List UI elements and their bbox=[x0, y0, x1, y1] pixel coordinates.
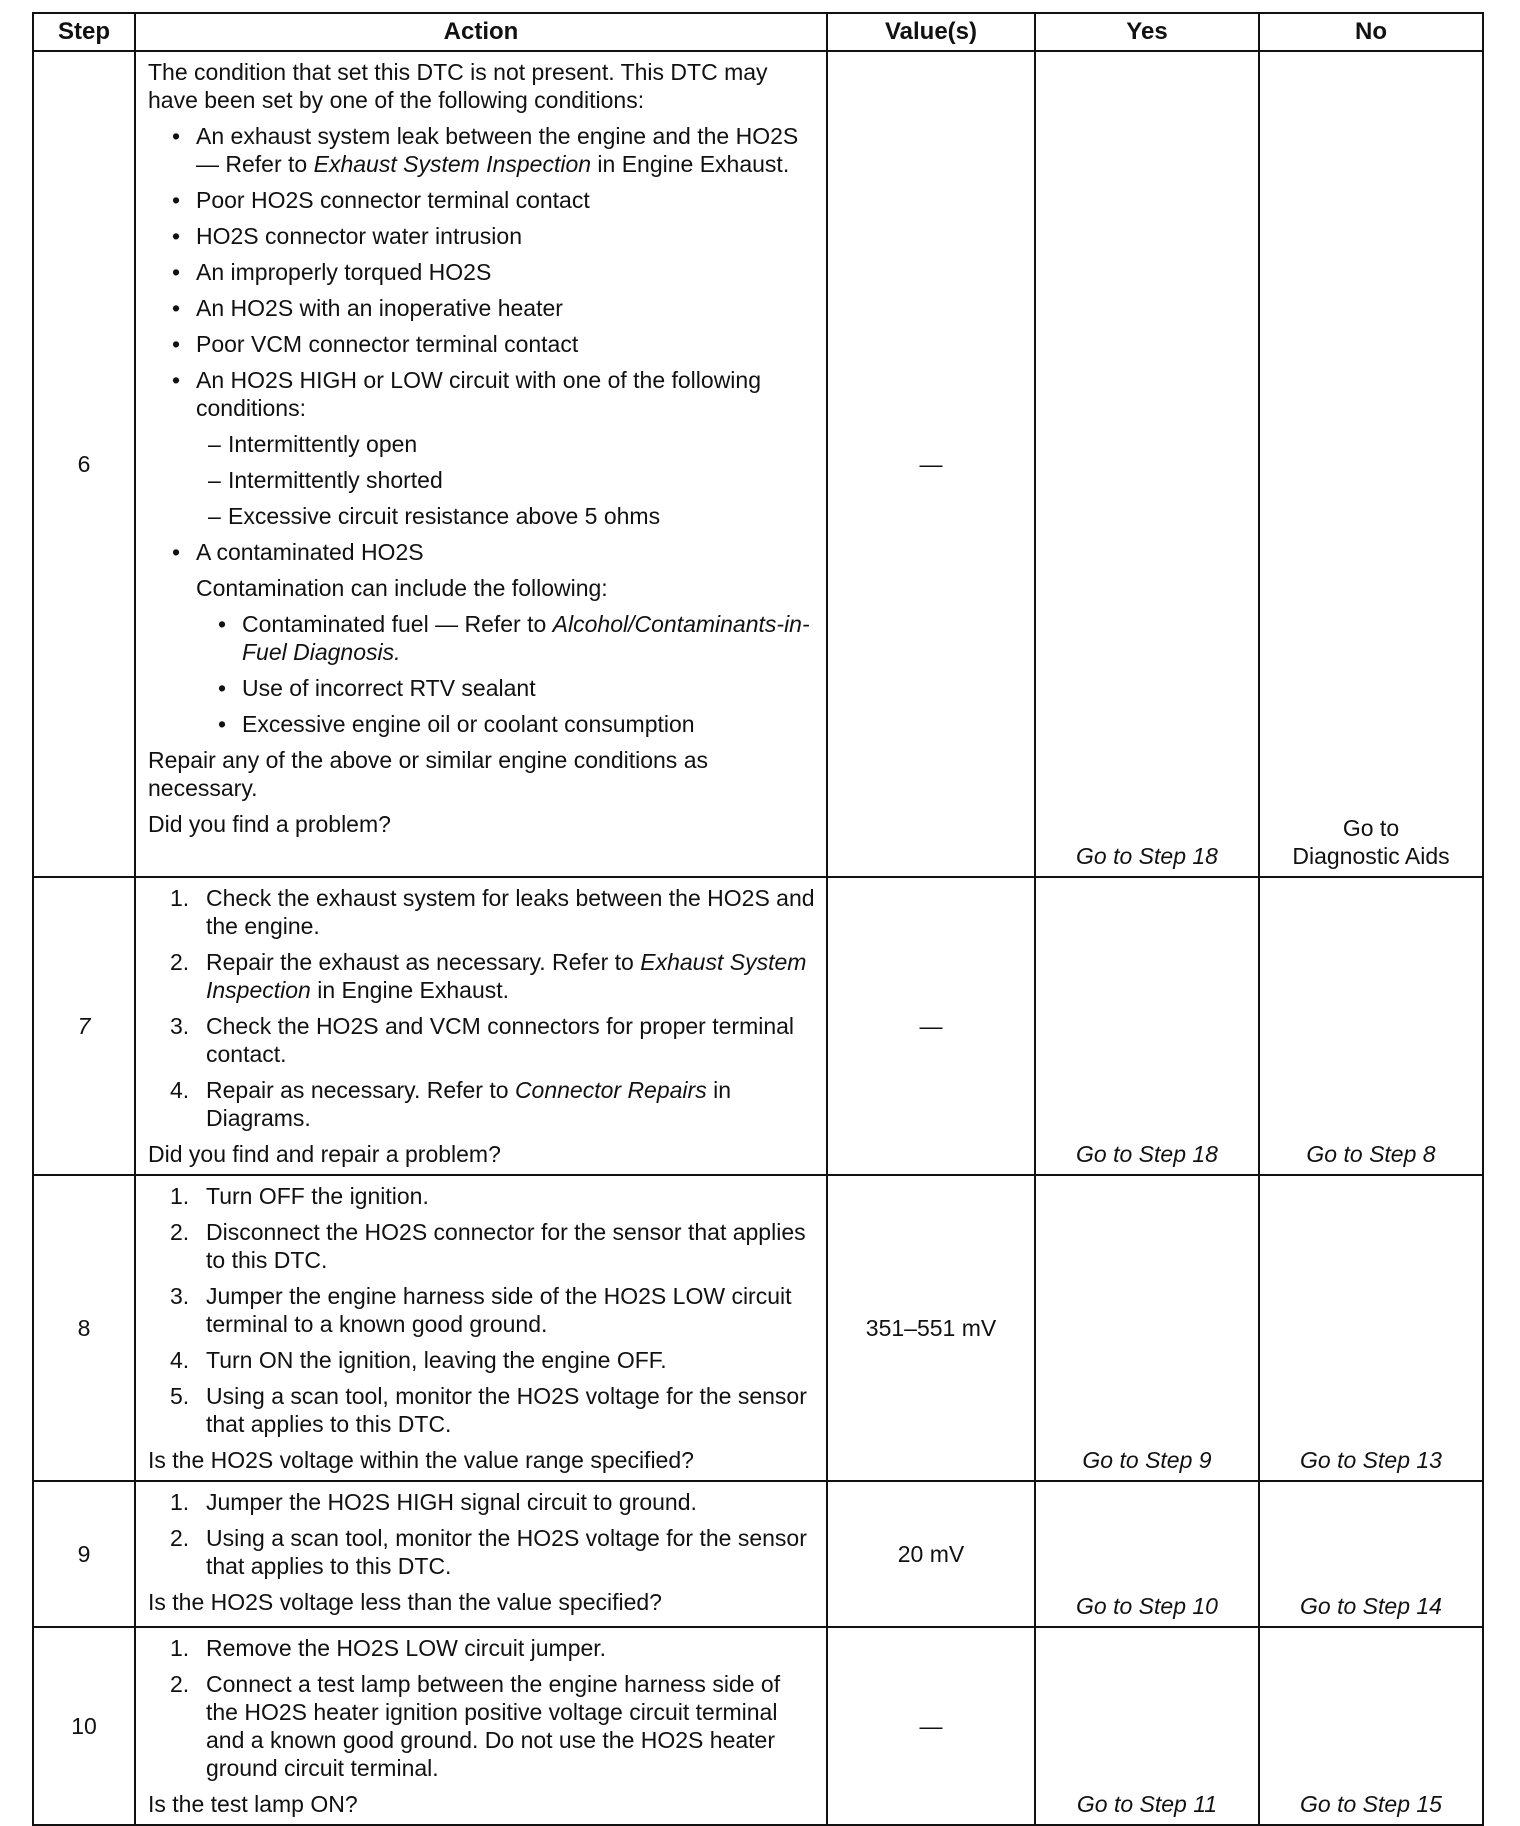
sub-bullet-item: • Contaminated fuel — Refer to Alcohol/Contaminants-in-Fuel Diagnosis. bbox=[196, 610, 816, 666]
value-cell: 20 mV bbox=[827, 1481, 1035, 1627]
bullet-item bbox=[148, 366, 816, 530]
sub-bullet-item: • Excessive engine oil or coolant consumption bbox=[196, 710, 816, 738]
no-cell: Go to Step 13 bbox=[1259, 1175, 1483, 1481]
table-row-step-8 bbox=[33, 1175, 1483, 1481]
step-number: 8 bbox=[33, 1175, 135, 1481]
numbered-step: 2. Disconnect the HO2S connector for the sensor that applies to this DTC. bbox=[170, 1219, 806, 1273]
contamination-intro: Contamination can include the following: bbox=[196, 575, 608, 601]
yes-cell: Go to Step 9 bbox=[1035, 1175, 1259, 1481]
numbered-step: 2. Connect a test lamp between the engine harness side of the HO2S heater ignition positive voltage circuit terminal and a known good ground. Do not use the HO2S heater ground circuit terminal. bbox=[170, 1671, 781, 1781]
bullet-item: • An improperly torqued HO2S bbox=[148, 258, 816, 286]
numbered-step: 4. Repair as necessary. Refer to Connector Repairs in Diagrams. bbox=[170, 1077, 731, 1131]
table-row-step-7 bbox=[33, 877, 1483, 1175]
dash-item: – Intermittently shorted bbox=[196, 466, 816, 494]
question-text: Is the HO2S voltage within the value range specified? bbox=[148, 1447, 694, 1473]
header-action: Action bbox=[135, 13, 827, 51]
question-text: Is the HO2S voltage less than the value specified? bbox=[148, 1589, 662, 1615]
intro-text: The condition that set this DTC is not present. This DTC may have been set by one of the following conditions: bbox=[148, 59, 768, 113]
header-row bbox=[33, 13, 1483, 51]
bullet-item bbox=[148, 538, 816, 738]
header-no: No bbox=[1259, 13, 1483, 51]
numbered-step: 1. Turn OFF the ignition. bbox=[170, 1183, 429, 1209]
reference-link: Exhaust System Inspection bbox=[313, 151, 592, 177]
numbered-step: 4. Turn ON the ignition, leaving the engine OFF. bbox=[170, 1347, 667, 1373]
numbered-step: 3. Check the HO2S and VCM connectors for proper terminal contact. bbox=[170, 1013, 795, 1067]
value-cell: — bbox=[827, 51, 1035, 877]
reference-link: Connector Repairs bbox=[514, 1077, 707, 1103]
no-text-line: Diagnostic Aids bbox=[1292, 843, 1450, 869]
header-step: Step bbox=[33, 13, 135, 51]
question-text: Did you find a problem? bbox=[148, 811, 391, 837]
action-cell bbox=[135, 1627, 827, 1825]
bullet-text: • A contaminated HO2S bbox=[196, 539, 424, 565]
bullet-item: • Poor VCM connector terminal contact bbox=[148, 330, 816, 358]
action-cell bbox=[135, 51, 827, 877]
bullet-item: • Poor HO2S connector terminal contact bbox=[148, 186, 816, 214]
numbered-step: 1. Jumper the HO2S HIGH signal circuit to ground. bbox=[170, 1489, 697, 1515]
no-cell: Go to Step 14 bbox=[1259, 1481, 1483, 1627]
numbered-step: 2. Repair the exhaust as necessary. Refer to Exhaust System Inspection in Engine Exhaust. bbox=[170, 949, 807, 1003]
step-number: 7 bbox=[33, 877, 135, 1175]
reference-link: Alcohol/Contaminants-in-Fuel Diagnosis. bbox=[242, 611, 810, 665]
step-number: 9 bbox=[33, 1481, 135, 1627]
no-text-line: Go to bbox=[1342, 815, 1400, 841]
dash-item: – Intermittently open bbox=[196, 430, 816, 458]
yes-cell: Go to Step 10 bbox=[1035, 1481, 1259, 1627]
repair-text: Repair any of the above or similar engine conditions as necessary. bbox=[148, 747, 708, 801]
bullet-item: • An exhaust system leak between the engine and the HO2S — Refer to Exhaust System Inspection in Engine Exhaust. bbox=[148, 122, 816, 178]
no-cell: Go to Step 8 bbox=[1259, 877, 1483, 1175]
no-cell bbox=[1259, 51, 1483, 877]
step-number: 6 bbox=[33, 51, 135, 877]
numbered-step: 1. Remove the HO2S LOW circuit jumper. bbox=[170, 1635, 607, 1661]
value-cell: — bbox=[827, 1627, 1035, 1825]
bullet-item: • HO2S connector water intrusion bbox=[148, 222, 816, 250]
numbered-step: 1. Check the exhaust system for leaks between the HO2S and the engine. bbox=[170, 885, 815, 939]
numbered-step: 3. Jumper the engine harness side of the HO2S LOW circuit terminal to a known good ground. bbox=[170, 1283, 792, 1337]
header-values: Value(s) bbox=[827, 13, 1035, 51]
value-cell: — bbox=[827, 877, 1035, 1175]
action-cell bbox=[135, 1175, 827, 1481]
table-row-step-10 bbox=[33, 1627, 1483, 1825]
yes-cell: Go to Step 18 bbox=[1035, 51, 1259, 877]
value-cell: 351–551 mV bbox=[827, 1175, 1035, 1481]
numbered-step: 5. Using a scan tool, monitor the HO2S voltage for the sensor that applies to this DTC. bbox=[170, 1383, 807, 1437]
reference-link: Exhaust System Inspection bbox=[206, 949, 807, 1003]
yes-cell: Go to Step 11 bbox=[1035, 1627, 1259, 1825]
diagnostic-table bbox=[32, 12, 1484, 1826]
no-cell: Go to Step 15 bbox=[1259, 1627, 1483, 1825]
numbered-step: 2. Using a scan tool, monitor the HO2S voltage for the sensor that applies to this DTC. bbox=[170, 1525, 807, 1579]
table-row-step-6 bbox=[33, 51, 1483, 877]
yes-cell: Go to Step 18 bbox=[1035, 877, 1259, 1175]
sub-bullet-item: • Use of incorrect RTV sealant bbox=[196, 674, 816, 702]
table-row-step-9 bbox=[33, 1481, 1483, 1627]
action-cell bbox=[135, 1481, 827, 1627]
question-text: Is the test lamp ON? bbox=[148, 1791, 358, 1817]
question-text: Did you find and repair a problem? bbox=[148, 1141, 501, 1167]
dash-item: – Excessive circuit resistance above 5 ohms bbox=[196, 502, 816, 530]
bullet-item: • An HO2S with an inoperative heater bbox=[148, 294, 816, 322]
bullet-text: • An HO2S HIGH or LOW circuit with one of the following conditions: bbox=[196, 367, 761, 421]
step-number: 10 bbox=[33, 1627, 135, 1825]
header-yes: Yes bbox=[1035, 13, 1259, 51]
action-cell bbox=[135, 877, 827, 1175]
